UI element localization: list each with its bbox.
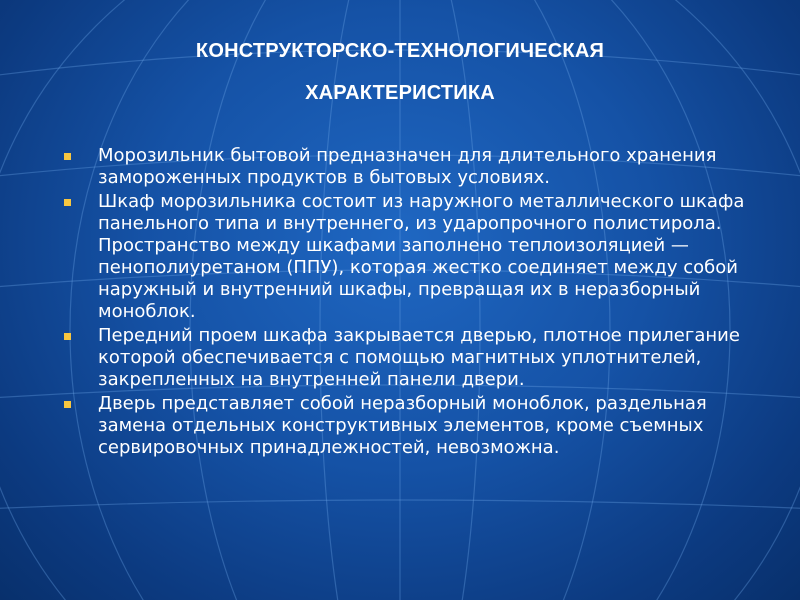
list-item xyxy=(60,393,760,459)
square-bullet-icon xyxy=(64,401,71,408)
square-bullet-icon xyxy=(64,199,71,206)
list-item xyxy=(60,325,760,391)
bullet-list xyxy=(60,145,760,461)
list-item-text: Морозильник бытовой предназначен для длительного хранения замороженных продуктов в бытовых условиях. xyxy=(98,145,717,188)
list-item xyxy=(60,191,760,323)
slide-title-line-2: ХАРАКТЕРИСТИКА xyxy=(305,82,495,104)
square-bullet-icon xyxy=(64,153,71,160)
list-item xyxy=(60,145,760,189)
list-item-text: Шкаф морозильника состоит из наружного металлического шкафа панельного типа и внутреннего, из ударопрочного полистирола. Пространство между шкафами заполнено теплоизоляцией — пенополиуретаном (ППУ), которая жестко соединяет между собой наружный и внутренний шкафы, превращая их в неразборный моноблок. xyxy=(98,191,745,322)
list-item-text: Дверь представляет собой неразборный моноблок, раздельная замена отдельных конструктивных элементов, кроме съемных сервировочных принадлежностей, невозможна. xyxy=(98,393,707,458)
slide-title xyxy=(0,30,800,114)
square-bullet-icon xyxy=(64,333,71,340)
list-item-text: Передний проем шкафа закрывается дверью, плотное прилегание которой обеспечивается с помощью магнитных уплотнителей, закрепленных на внутренней панели двери. xyxy=(98,325,740,390)
slide-title-line-1: КОНСТРУКТОРСКО-ТЕХНОЛОГИЧЕСКАЯ xyxy=(195,40,605,62)
